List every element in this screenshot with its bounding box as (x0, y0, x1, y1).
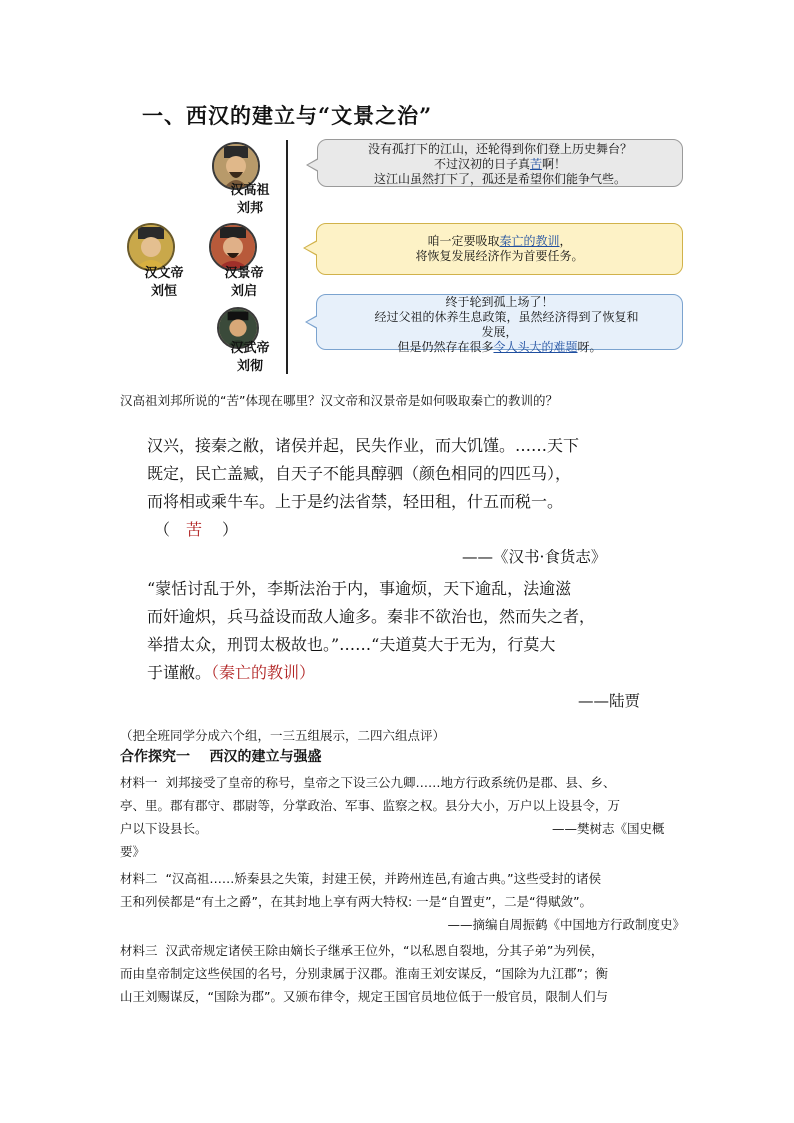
gaozu-speech-bubble: 没有孤打下的江山，还轮得到你们登上历史舞台？ 不过汉初的日子真苦啊！ 这江山虽然打下了，孤还是希望你们能争气些。 (317, 139, 683, 187)
wendi-portrait (127, 223, 175, 271)
jingdi-portrait (209, 223, 257, 271)
passage-lujia: “蒙恬讨乱于外，李斯法治于内，事逾烦，天下逾乱，法逾滋 而奸逾炽，兵马益设而敌人逾多。秦非不欲治也，然而失之者， 举措太众，刑罚太极故也。”……“夫道莫大于无为，行莫大 于谨敝。（秦亡的教训） (147, 579, 596, 682)
wendi-name: 汉文帝 刘恒 (144, 266, 184, 299)
material-two-source: ——摘编自周振鹤《中国地方行政制度史》 (447, 917, 685, 932)
material-three: 材料三 汉武帝规定诸侯王除由嫡长子继承王位外，“以私恩自裂地，分其子弟”为列侯， 而由皇帝制定这些侯国的名号，分别隶属于汉郡。淮南王刘安谋反，“国除为九江郡”；衡 山王刘赐谋反，“国除为郡”。又颁布律令，规定王国官员地位低于一般官员，限制人们与 (120, 943, 608, 1004)
ku-link[interactable]: 苦 (529, 157, 542, 171)
answer-ku: （ 苦 ） (154, 520, 239, 539)
source-lujia: ——陆贾 (578, 692, 641, 710)
difficult-problems-link[interactable]: 令人头大的难题 (493, 340, 578, 354)
timeline-line (286, 140, 288, 374)
group-instruction: （把全班同学分成六个组，一三五组展示，二四六组点评） (120, 728, 446, 743)
guiding-question: 汉高祖刘邦所说的“苦”体现在哪里？汉文帝和汉景帝是如何吸取秦亡的教训的？ (120, 393, 558, 408)
gaozu-name: 汉高祖 刘邦 (230, 183, 270, 216)
answer-qin-lesson: （秦亡的教训） (211, 663, 316, 682)
material-one-source: ——樊树志《国史概 (552, 821, 665, 836)
source-hanshu: ——《汉书·食货志》 (462, 548, 607, 566)
section-title: 一、西汉的建立与“文景之治” (142, 103, 433, 128)
jingdi-name: 汉景帝 刘启 (224, 266, 264, 299)
passage-hanshu: 汉兴，接秦之敝，诸侯并起，民失作业，而大饥馑。……天下 既定，民亡盖臧，自天子不能具醇驷（颜色相同的四匹马）， 而将相或乘牛车。上于是约法省禁，轻田租，什五而税一。 (147, 436, 580, 511)
material-one: 材料一 刘邦接受了皇帝的称号，皇帝之下设三公九卿……地方行政系统仍是郡、县、乡、 亭、里。郡有郡守、郡尉等，分掌政治、军事、监察之权。县分大小，万户以上设县令，万 户以下设县长。 ——樊树志《国史概 要》 (120, 775, 665, 859)
wen-jing-speech-bubble: 咱一定要吸取秦亡的教训， 将恢复发展经济作为首要任务。 (316, 223, 683, 275)
qin-lesson-link[interactable]: 秦亡的教训 (499, 234, 560, 248)
wudi-name: 汉武帝 刘彻 (230, 341, 270, 374)
material-two: 材料二 “汉高祖……矫秦县之失策，封建王侯，并跨州连邑,有逾古典。”这些受封的诸侯 王和列侯都是“有土之爵”，在其封地上享有两大特权: 一是“自置吏”，二是“得赋敛”。 ——摘编自周振鹤《中国地方行政制度史》 (120, 867, 700, 936)
wudi-speech-bubble: 终于轮到孤上场了！ 经过父祖的休养生息政策，虽然经济得到了恢复和 发展， 但是仍然存在很多令人头大的难题呀。 (316, 294, 683, 350)
coop-inquiry-title: 合作探究一 西汉的建立与强盛 (120, 749, 322, 765)
